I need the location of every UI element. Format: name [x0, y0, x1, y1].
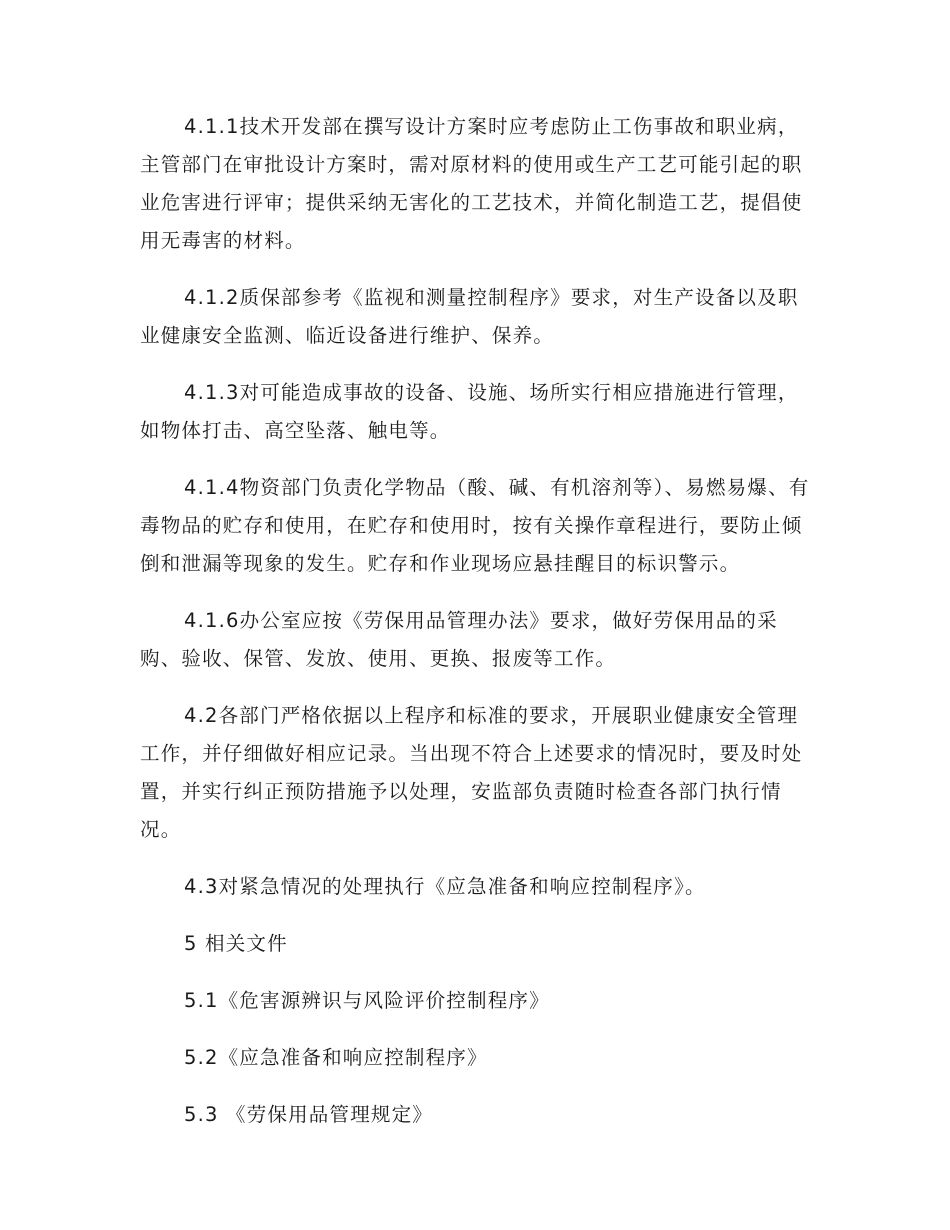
paragraph-spacer	[140, 260, 812, 279]
paragraph-spacer	[140, 1077, 812, 1096]
paragraph-spacer	[140, 906, 812, 925]
document-body	[140, 108, 812, 1134]
paragraph-spacer	[140, 355, 812, 374]
paragraph-spacer	[140, 963, 812, 982]
paragraph-spacer	[140, 1020, 812, 1039]
section-heading-5: 5 相关文件	[184, 932, 288, 955]
paragraph-spacer	[140, 849, 812, 868]
paragraph-4-1-3: 4.1.3对可能造成事故的设备、设施、场所实行相应措施进行管理，如物体打击、高空坠落、触电等。	[140, 381, 799, 442]
paragraph-spacer	[140, 583, 812, 602]
paragraph-4-3: 4.3对紧急情况的处理执行《应急准备和响应控制程序》。	[184, 875, 706, 898]
paragraph-4-2: 4.2各部门严格依据以上程序和标准的要求，开展职业健康安全管理工作，并仔细做好相应记录。当出现不符合上述要求的情况时，要及时处置，并实行纠正预防措施予以处理，安监部负责随时检查各部门执行情况。	[140, 704, 803, 841]
related-document-5-3: 5.3 《劳保用品管理规定》	[184, 1103, 434, 1126]
paragraph-4-1-2: 4.1.2质保部参考《监视和测量控制程序》要求，对生产设备以及职业健康安全监测、临近设备进行维护、保养。	[140, 286, 799, 347]
paragraph-4-1-4: 4.1.4物资部门负责化学物品（酸、碱、有机溶剂等）、易燃易爆、有毒物品的贮存和使用，在贮存和使用时，按有关操作章程进行，要防止倾倒和泄漏等现象的发生。贮存和作业现场应悬挂醒目的标识警示。	[140, 476, 810, 575]
paragraph-4-1-6: 4.1.6办公室应按《劳保用品管理办法》要求，做好劳保用品的采购、验收、保管、发放、使用、更换、报废等工作。	[140, 609, 778, 670]
related-document-5-2: 5.2《应急准备和响应控制程序》	[184, 1046, 488, 1069]
related-document-5-1: 5.1《危害源辨识与风险评价控制程序》	[184, 989, 550, 1012]
paragraph-spacer	[140, 450, 812, 469]
paragraph-4-1-1: 4.1.1技术开发部在撰写设计方案时应考虑防止工伤事故和职业病，主管部门在审批设计方案时，需对原材料的使用或生产工艺可能引起的职业危害进行评审；提供采纳无害化的工艺技术，并简化制造工艺，提倡使用无毒害的材料。	[140, 115, 803, 252]
paragraph-spacer	[140, 678, 812, 697]
